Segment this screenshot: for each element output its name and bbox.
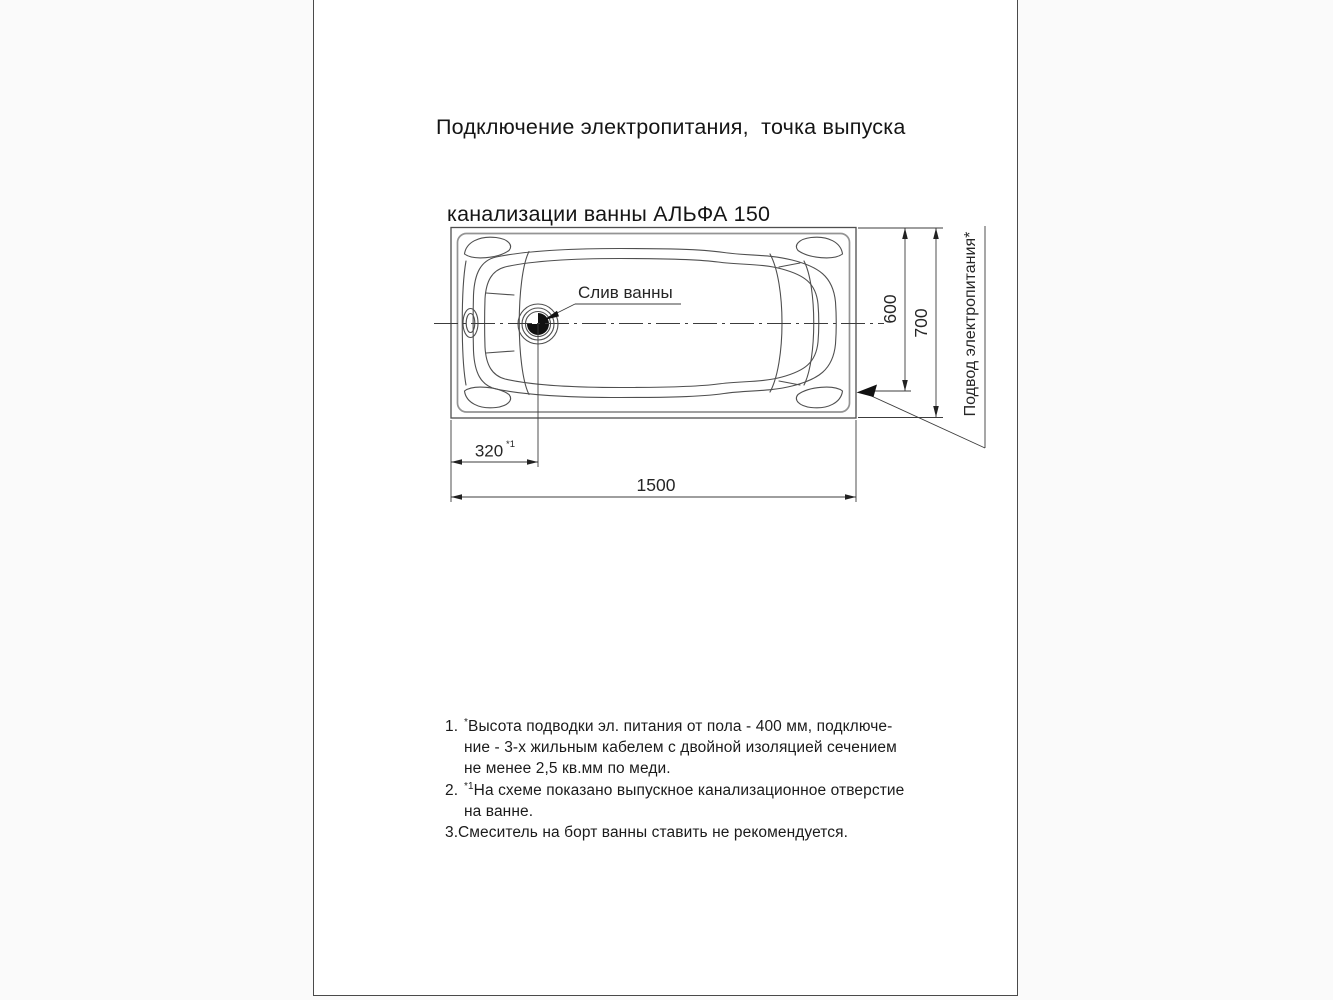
note-1-line1: *Высота подводки эл. питания от пола - 400 мм, подключе- bbox=[464, 716, 893, 735]
note-2-line1: $^{*1}$На схеме показано выпускное канализационное отверстие bbox=[464, 780, 905, 799]
dim-320-label: 320 bbox=[474, 441, 504, 461]
tub-left-divider-top bbox=[486, 293, 514, 295]
dimension-600 bbox=[880, 228, 908, 391]
dimension-320 bbox=[451, 439, 538, 465]
dim-1500-label: 1500 bbox=[636, 475, 676, 495]
tub-corner-bottom-right bbox=[796, 387, 842, 408]
note-3-number: 3. bbox=[445, 824, 459, 842]
page-title-line2: канализации ванны АЛЬФА 150 bbox=[447, 202, 771, 226]
tub-right-divider-top bbox=[779, 263, 800, 267]
note-1-number: 1. bbox=[445, 718, 459, 735]
document-page bbox=[313, 0, 1018, 996]
dim-700-label: 700 bbox=[911, 308, 931, 338]
note-1 bbox=[445, 716, 904, 780]
overflow-hole-outer bbox=[463, 309, 478, 338]
page-title-line1: Подключение электропитания, точка выпуска bbox=[436, 115, 906, 139]
note-2-marker: *1 bbox=[464, 780, 474, 792]
dimension-1500 bbox=[451, 475, 856, 500]
note-2-line2: на ванне. bbox=[464, 802, 534, 820]
dim-320-note: *1 bbox=[506, 439, 515, 450]
note-2-number: 2. bbox=[445, 781, 459, 799]
tub-outer-rim bbox=[451, 228, 856, 419]
construction-lines bbox=[434, 228, 943, 502]
note-3 bbox=[445, 822, 904, 843]
tub-basin-floor bbox=[485, 259, 819, 388]
notes-block bbox=[445, 716, 904, 843]
tub-corner-top-left bbox=[465, 237, 511, 258]
power-label: Подвод электропитания* bbox=[962, 231, 979, 417]
note-1-line2: ние - 3-х жильным кабелем с двойной изоляцией сечением bbox=[464, 739, 897, 757]
tub-right-divider-bottom bbox=[779, 381, 800, 385]
drain-callout bbox=[544, 283, 681, 320]
power-arrow bbox=[857, 385, 878, 398]
bathtub-drawing bbox=[451, 228, 856, 419]
tub-left-divider-bottom bbox=[486, 351, 514, 353]
note-2 bbox=[445, 780, 904, 822]
tub-corner-top-right bbox=[796, 237, 842, 258]
tub-rim-inner-edge bbox=[458, 234, 850, 413]
note-1-marker: * bbox=[464, 716, 468, 728]
tub-right-slope-line bbox=[770, 254, 782, 392]
note-1-line3: не менее 2,5 кв.мм по меди. bbox=[464, 760, 671, 778]
bathtub-diagram bbox=[425, 214, 1020, 514]
note-3-line1: Смеситель на борт ванны ставить не рекомендуется. bbox=[458, 824, 849, 842]
drain-label: Слив ванны bbox=[578, 283, 673, 302]
tub-left-slope-line bbox=[519, 252, 529, 395]
dim-600-label: 600 bbox=[880, 294, 900, 324]
dimension-700 bbox=[911, 228, 939, 417]
